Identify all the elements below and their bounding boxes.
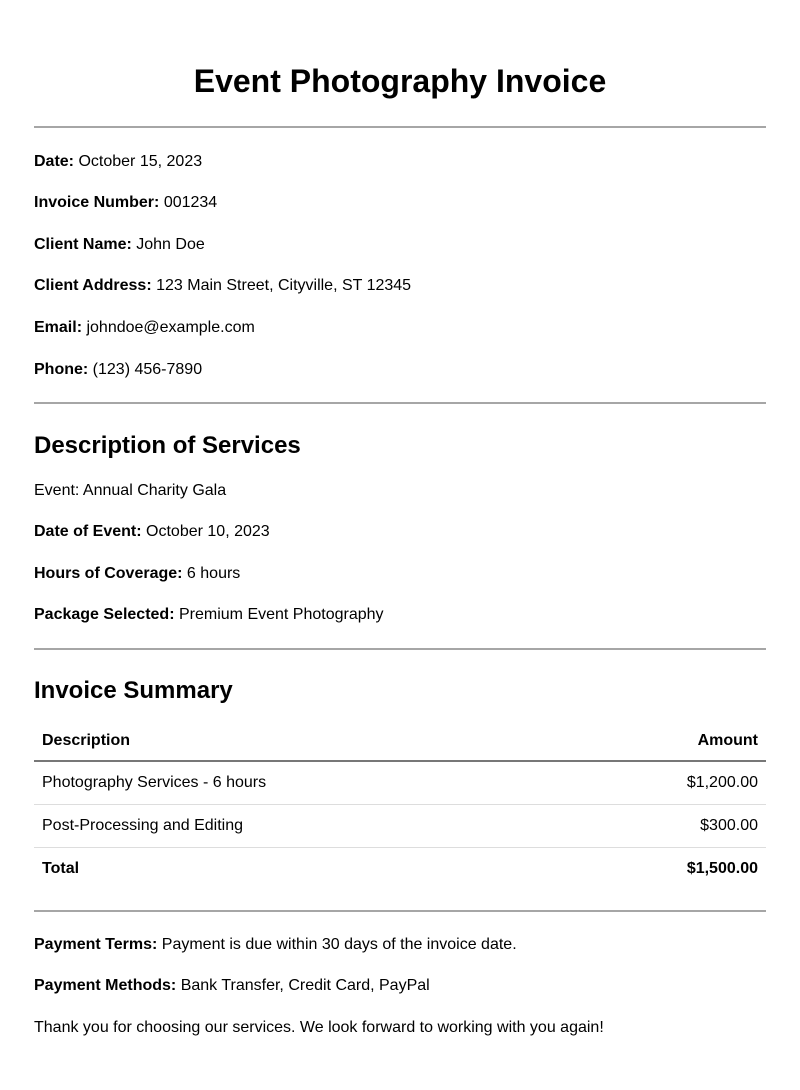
package-value: Premium Event Photography xyxy=(178,606,384,623)
row-description: Post-Processing and Editing xyxy=(34,805,571,848)
services-section xyxy=(34,431,766,625)
date-label: Date: xyxy=(34,153,75,170)
client-address-value: 123 Main Street, Cityville, ST 12345 xyxy=(156,277,412,294)
divider xyxy=(34,648,766,650)
client-name-value: John Doe xyxy=(136,236,205,253)
summary-table xyxy=(34,722,766,890)
date-value: October 15, 2023 xyxy=(78,153,203,170)
email-row xyxy=(34,318,766,338)
invoice-details xyxy=(34,152,766,380)
client-name-row xyxy=(34,235,766,255)
row-amount: $300.00 xyxy=(571,805,766,848)
payment-terms-value: Payment is due within 30 days of the invoice date. xyxy=(161,936,517,953)
thank-you-note: Thank you for choosing our services. We look forward to working with you again! xyxy=(34,1019,604,1036)
event-row: Event: Annual Charity Gala xyxy=(34,482,227,499)
email-label: Email: xyxy=(34,319,83,336)
page-title: Event Photography Invoice xyxy=(193,63,607,99)
summary-section xyxy=(34,676,766,890)
table-header-row xyxy=(34,722,766,761)
column-header-amount: Amount xyxy=(571,722,766,761)
payment-terms-label: Payment Terms: xyxy=(34,936,158,953)
hours-row xyxy=(34,564,766,584)
phone-label: Phone: xyxy=(34,361,89,378)
total-amount: $1,500.00 xyxy=(686,860,758,877)
invoice-number-value: 001234 xyxy=(163,194,218,211)
client-address-row xyxy=(34,276,766,296)
phone-value: (123) 456-7890 xyxy=(92,361,203,378)
payment-methods-value: Bank Transfer, Credit Card, PayPal xyxy=(180,977,430,994)
client-address-label: Client Address: xyxy=(34,277,152,294)
divider xyxy=(34,402,766,404)
invoice-number-label: Invoice Number: xyxy=(34,194,160,211)
phone-row xyxy=(34,360,766,380)
summary-heading: Invoice Summary xyxy=(34,677,233,704)
table-row xyxy=(34,805,766,848)
divider xyxy=(34,126,766,128)
total-label: Total xyxy=(42,860,80,877)
row-description: Photography Services - 6 hours xyxy=(34,761,571,805)
package-label: Package Selected: xyxy=(34,606,175,623)
date-of-event-label: Date of Event: xyxy=(34,523,142,540)
date-of-event-value: October 10, 2023 xyxy=(146,523,270,540)
row-amount: $1,200.00 xyxy=(571,761,766,805)
table-row xyxy=(34,761,766,805)
hours-value: 6 hours xyxy=(186,565,241,582)
package-row xyxy=(34,605,766,625)
column-header-description: Description xyxy=(34,722,571,761)
services-heading: Description of Services xyxy=(34,432,301,459)
payment-terms-row xyxy=(34,935,766,955)
payment-methods-label: Payment Methods: xyxy=(34,977,177,994)
email-value: johndoe@example.com xyxy=(86,319,255,336)
hours-label: Hours of Coverage: xyxy=(34,565,183,582)
total-row xyxy=(34,848,766,891)
date-row xyxy=(34,152,766,172)
payment-section xyxy=(34,935,766,1038)
client-name-label: Client Name: xyxy=(34,236,132,253)
invoice-number-row xyxy=(34,193,766,213)
divider xyxy=(34,910,766,912)
payment-methods-row xyxy=(34,976,766,996)
date-of-event-row xyxy=(34,522,766,542)
